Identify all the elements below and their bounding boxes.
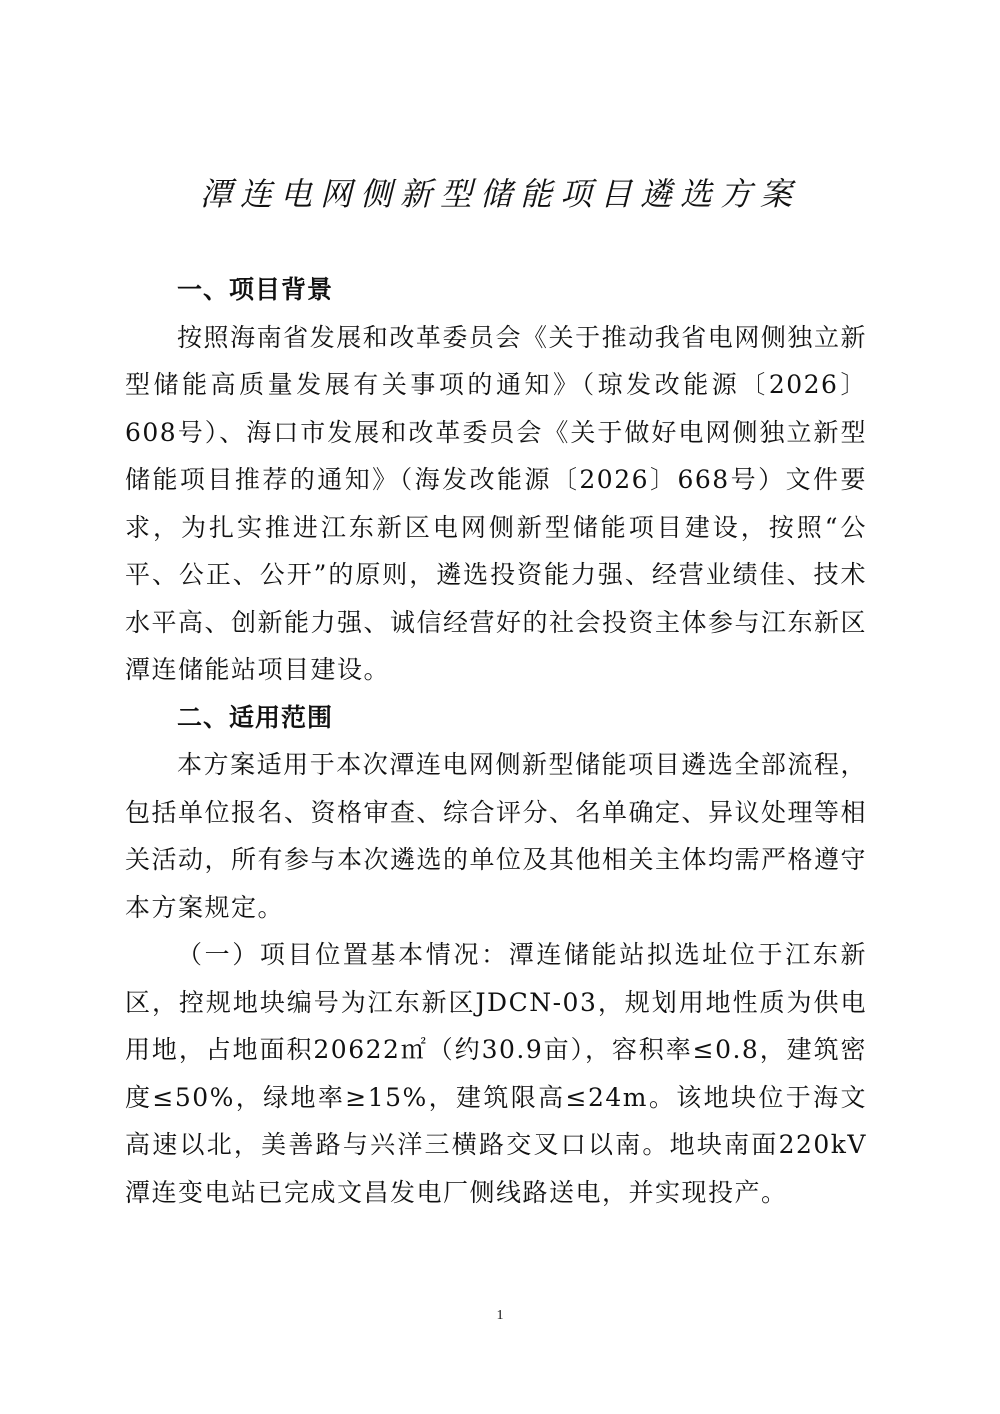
section-heading-background: 一、项目背景 <box>177 275 334 304</box>
paragraph-background: 按照海南省发展和改革委员会《关于推动我省电网侧独立新型储能高质量发展有关事项的通知》（琼发改能源〔2026〕608号）、海口市发展和改革委员会《关于做好电网侧独立新型储能项目推荐的通知》（海发改能源〔2026〕668号）文件要求，为扎实推进江东新区电网侧新型储能项目建设，按照“公平、公正、公开”的原则，遴选投资能力强、经营业绩佳、技术水平高、创新能力强、诚信经营好的社会投资主体参与江东新区潭连储能站项目建设。 <box>125 322 868 684</box>
paragraph-scope: 本方案适用于本次潭连电网侧新型储能项目遴选全部流程，包括单位报名、资格审查、综合评分、名单确定、异议处理等相关活动，所有参与本次遴选的单位及其他相关主体均需严格遵守本方案规定。 <box>125 750 868 922</box>
paragraph-site-info: （一）项目位置基本情况：潭连储能站拟选址位于江东新区，控规地块编号为江东新区JDCN-03，规划用地性质为供电用地，占地面积20622㎡（约30.9亩），容积率≤0.8，建筑密度≤50%，绿地率≥15%，建筑限高≤24m。该地块位于海文高速以北，美善路与兴洋三横路交叉口以南。地块南面220kV潭连变电站已完成文昌发电厂侧线路送电，并实现投产。 <box>125 940 867 1207</box>
section-heading-scope: 二、适用范围 <box>177 702 334 732</box>
document-body <box>125 266 867 1216</box>
document-title: 潭连电网侧新型储能项目遴选方案 <box>199 175 800 213</box>
page-number: 1 <box>496 1308 504 1323</box>
